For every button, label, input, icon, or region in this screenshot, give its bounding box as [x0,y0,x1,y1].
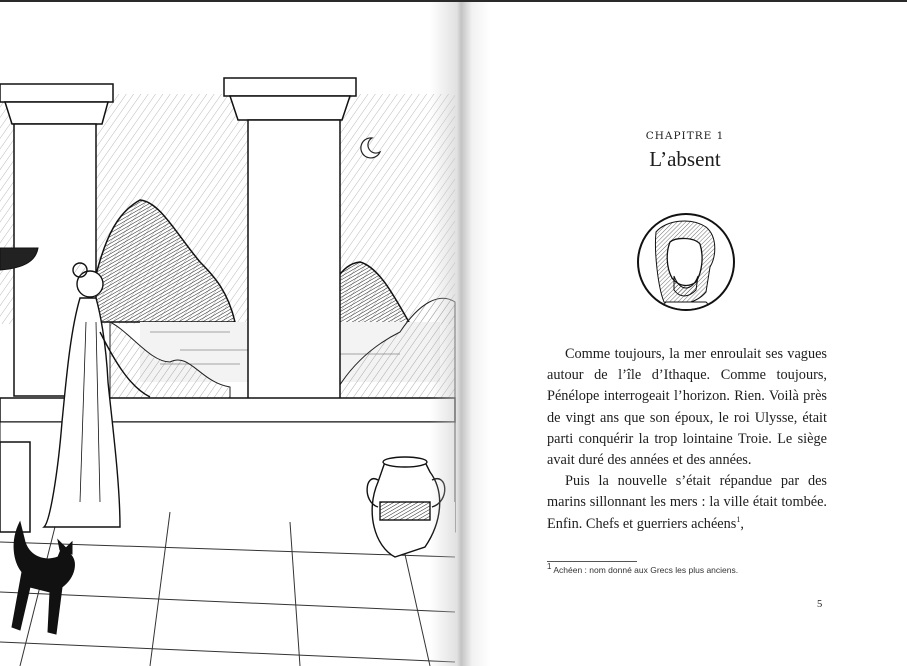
footnote-reference: 1 [736,514,741,524]
ulysses-portrait-medallion [636,212,736,312]
paragraph-end: , [740,515,744,532]
column-right-capital [224,78,356,96]
paragraph: Comme toujours, la mer enroulait ses vagues autour de l’île d’Ithaque. Comme toujours, Pénélope interrogeait l’horizon. Rien. Voilà près de vingt ans que son époux, le roi Ulysse, était parti conquérir la trop lointaine Troie. Le siège avait duré des années et des années. [547,346,827,469]
column-left-capital [0,84,113,102]
footnote-marker: 1 [547,562,552,572]
pedestal [0,442,30,532]
footnote [547,562,847,575]
footnote-text: Achéen : nom donné aux Grecs les plus anciens. [553,565,739,575]
illustration-page [0,2,458,666]
page-number: 5 [817,599,823,610]
paragraph-with-footnote [547,471,827,535]
illustration-penelope-terrace [0,2,458,666]
chapter-label: CHAPITRE 1 [645,130,725,142]
chapter-title: L’absent [649,147,721,171]
book-gutter-shadow [430,2,490,666]
chapter-body [547,344,827,535]
footnote-divider [547,561,637,562]
column-right [248,120,340,402]
text-page [490,2,907,666]
paragraph-text: Puis la nouvelle s’était répandue par des marins sillonnant les mers : la ville était tombée. Enfin. Chefs et guerriers achéens [547,473,827,532]
